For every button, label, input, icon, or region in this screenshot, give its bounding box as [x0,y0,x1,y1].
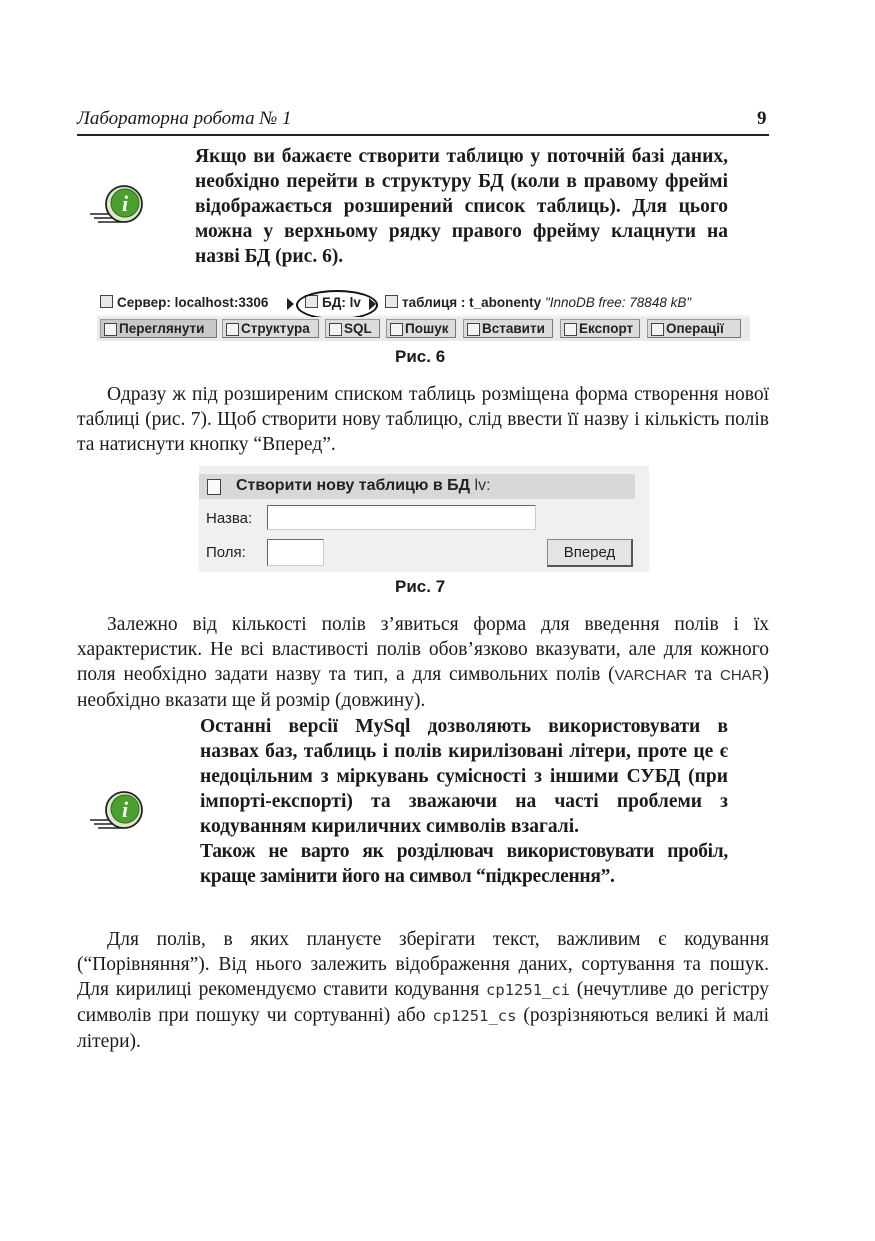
figure-caption: Рис. 7 [395,577,446,596]
structure-icon [226,323,239,336]
tab-export[interactable]: Експорт [560,319,640,338]
highlight-ellipse [296,290,378,320]
body-paragraph: Залежно від кількості полів з’явиться форма для введення полів і їх характеристик. Не всі властивості полів обов’язково вказувати, але для кожного поля необхідно задати назву та тип, а для символьних полів (VARCHAR та CHAR) необхідно вказати ще й розмір (довжину). [77,614,769,711]
info-note-text: Якщо ви бажаєте створити таблицю у поточній базі даних, необхідно перейти в структуру БД (коли в правому фреймі відображається розширений список таблиць). Для цього можна у верхньому рядку правого фрейму клацнути на назві БД (рис. 6). [195,146,728,267]
info-note-extra: Також не варто як розділювач використовувати пробіл, краще замінити його на символ “підкреслення”. [200,841,728,887]
tab-insert[interactable]: Вставити [463,319,553,338]
char-type: CHAR [719,667,763,684]
go-button[interactable]: Вперед [547,539,633,567]
name-label: Назва: [206,510,253,527]
insert-icon [467,323,480,336]
breadcrumb-separator-icon [369,298,376,310]
breadcrumb-server[interactable]: Сервер: localhost:3306 [100,295,268,310]
breadcrumb-table[interactable]: таблиця : t_abonenty "InnoDB free: 78848 kB" [385,295,691,310]
export-icon [564,323,577,336]
form-header [199,474,635,499]
create-table-form [199,466,649,572]
info-note [200,714,728,889]
tab-structure[interactable]: Структура [222,319,319,338]
info-note-text: Останні версії MySql дозволяють використовувати в назвах баз, таблиць і полів кирилізовані літери, проте це є недоцільним з міркувань сумісності з іншими СУБД (при імпорті-експорті) та зважаючи на часті проблеми з кодуванням кириличних символів взагалі. [200,716,728,837]
breadcrumb-database[interactable]: БД: lv [305,295,361,310]
collation-ci: cp1251_ci [486,981,571,999]
tab-browse[interactable]: Переглянути [100,319,217,338]
figure-caption: Рис. 6 [395,347,446,366]
form-title: Створити нову таблицю в БД lv: [236,477,491,494]
collation-cs: cp1251_cs [432,1007,517,1025]
info-note [195,144,728,269]
search-icon [390,323,403,336]
sql-icon [329,323,342,336]
tab-sql[interactable]: SQL [325,319,380,338]
browse-icon [104,323,117,336]
fields-count-input[interactable] [267,539,324,566]
info-icon [88,180,152,233]
tab-operations[interactable]: Операції [647,319,741,338]
svg-text:i: i [121,797,129,822]
breadcrumb-separator-icon [287,298,294,310]
body-paragraph: Для полів, в яких плануєте зберігати текст, важливим є кодування (“Порівняння”). Від нього залежить відображення даних, сортування та пошук. Для кирилиці рекомендуємо ставити кодування cp1251_ci (нечутливе до регістру символів при пошуку чи сортуванні) або cp1251_cs (розрізняються великі й малі літери). [77,929,769,1052]
table-name-input[interactable] [267,505,536,530]
server-icon [100,295,113,308]
header-rule [77,134,769,136]
table-icon [385,295,398,308]
info-icon [88,786,152,839]
fields-label: Поля: [206,544,246,561]
operations-icon [651,323,664,336]
page-number: 9 [757,108,767,129]
phpmyadmin-breadcrumb-toolbar [97,293,750,341]
breadcrumb [97,293,750,315]
tab-search[interactable]: Пошук [386,319,456,338]
table-engine-info: "InnoDB free: 78848 kB" [544,295,692,310]
new-table-icon [207,479,221,495]
running-header-title: Лабораторна робота № 1 [77,108,292,129]
table-tabs [97,317,750,341]
svg-text:i: i [121,191,129,216]
body-paragraph: Одразу ж під розширеним списком таблиць розміщена форма створення нової таблиці (рис. 7). Щоб створити нову таблицю, слід ввести її назву і кількість полів та натиснути кнопку “Вперед”. [77,384,769,455]
varchar-type: VARCHAR [614,667,687,684]
